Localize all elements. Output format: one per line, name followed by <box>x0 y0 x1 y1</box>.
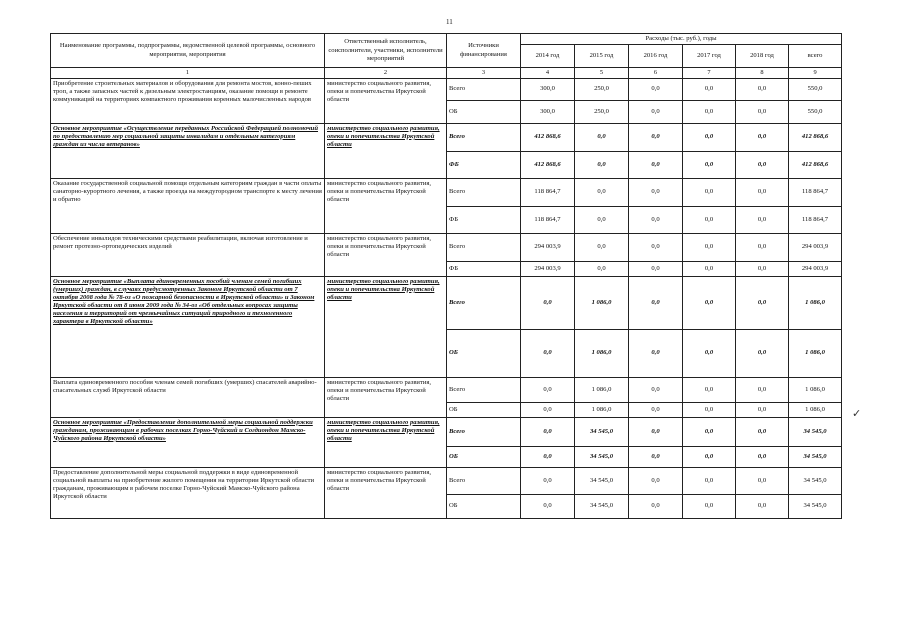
header-row <box>51 34 842 45</box>
amount-year: 0,0 <box>736 417 789 446</box>
amount-year: 0,0 <box>683 446 736 467</box>
header-year: 2017 год <box>683 45 736 68</box>
amount-year: 0,0 <box>683 377 736 402</box>
amount-total: 118 864,7 <box>789 206 842 233</box>
amount-year: 0,0 <box>629 178 683 206</box>
funding-source: ОБ <box>447 100 521 123</box>
amount-year: 34 545,0 <box>575 467 629 494</box>
activity-name: Основное мероприятие «Выплата единовременных пособий членам семей погибших (умерших) граждан, в случаях предусмотренных Законом Иркутской области от 7 октября 2008 года № 78-оз «О пожарной безопасности в Иркутской области» и Законом Иркутской области от 8 июня 2009 года № 34-оз «Об отдельных вопросах защиты населения и территорий от чрезвычайных ситуаций природного и техногенного характера в Иркутской области» <box>51 276 325 377</box>
amount-year: 0,0 <box>575 178 629 206</box>
funding-source: ОБ <box>447 494 521 518</box>
amount-year: 34 545,0 <box>575 446 629 467</box>
header-executor: Ответственный исполнитель, соисполнители, участники, исполнители мероприятий <box>325 34 447 68</box>
amount-year: 1 086,0 <box>575 329 629 377</box>
table-row <box>51 417 842 446</box>
funding-source: Всего <box>447 276 521 329</box>
amount-year: 0,0 <box>683 123 736 151</box>
amount-year: 0,0 <box>629 446 683 467</box>
funding-source: ОБ <box>447 446 521 467</box>
amount-year: 300,0 <box>521 100 575 123</box>
amount-year: 250,0 <box>575 78 629 100</box>
amount-year: 34 545,0 <box>575 494 629 518</box>
column-number: 1 <box>51 68 325 79</box>
amount-year: 0,0 <box>629 233 683 261</box>
amount-year: 0,0 <box>683 494 736 518</box>
amount-year: 294 003,9 <box>521 261 575 276</box>
amount-year: 0,0 <box>683 151 736 178</box>
amount-total: 1 086,0 <box>789 276 842 329</box>
activity-name: Основное мероприятие «Предоставление дополнительной меры социальной поддержки гражданам, проживающим в рабочих поселках Горно-Чуйский и Согдиондон Мамско-Чуйского района Иркутской области» <box>51 417 325 467</box>
amount-total: 412 868,6 <box>789 123 842 151</box>
amount-year: 0,0 <box>521 377 575 402</box>
amount-year: 1 086,0 <box>575 402 629 417</box>
amount-year: 0,0 <box>629 494 683 518</box>
funding-source: Всего <box>447 178 521 206</box>
activity-name: Приобретение строительных материалов и оборудования для ремонта мостов, конно-пеших троп, а также запасных частей к дизельным электростанциям, оказание помощи в ремонте коммуникаций на территориях компактного проживания коренных малочисленных народов <box>51 78 325 123</box>
amount-year: 0,0 <box>736 329 789 377</box>
amount-year: 0,0 <box>683 329 736 377</box>
activity-executor: министерство социального развития, опеки и попечительства Иркутской области <box>325 123 447 178</box>
amount-year: 1 086,0 <box>575 276 629 329</box>
activity-executor: министерство социального развития, опеки и попечительства Иркутской области <box>325 178 447 233</box>
amount-year: 0,0 <box>683 178 736 206</box>
table-row <box>51 276 842 329</box>
table-row <box>51 78 842 100</box>
table-row <box>51 178 842 206</box>
amount-year: 0,0 <box>629 417 683 446</box>
amount-year: 0,0 <box>575 206 629 233</box>
amount-year: 0,0 <box>683 261 736 276</box>
amount-year: 0,0 <box>575 261 629 276</box>
activity-executor: министерство социального развития, опеки и попечительства Иркутской области <box>325 417 447 467</box>
amount-year: 0,0 <box>683 467 736 494</box>
funding-source: Всего <box>447 467 521 494</box>
amount-year: 0,0 <box>521 329 575 377</box>
column-number: 2 <box>325 68 447 79</box>
amount-year: 0,0 <box>629 402 683 417</box>
amount-year: 0,0 <box>683 276 736 329</box>
amount-year: 0,0 <box>736 178 789 206</box>
amount-year: 0,0 <box>736 276 789 329</box>
table-row <box>51 467 842 494</box>
amount-year: 0,0 <box>629 467 683 494</box>
amount-year: 0,0 <box>736 467 789 494</box>
funding-source: Всего <box>447 123 521 151</box>
amount-year: 0,0 <box>683 206 736 233</box>
amount-year: 0,0 <box>736 206 789 233</box>
header-expenses: Расходы (тыс. руб.), годы <box>521 34 842 45</box>
amount-total: 1 086,0 <box>789 377 842 402</box>
amount-year: 0,0 <box>575 151 629 178</box>
handwritten-check-mark: ✓ <box>852 408 862 420</box>
funding-source: Всего <box>447 78 521 100</box>
activity-name: Предоставление дополнительной меры социальной поддержки в виде единовременной социальной выплаты на приобретение жилого помещения на территории Иркутской области гражданам, проживающим в рабочем поселке Горно-Чуйский Мамско-Чуйского района Иркутской области <box>51 467 325 518</box>
amount-year: 0,0 <box>629 377 683 402</box>
amount-year: 0,0 <box>575 123 629 151</box>
amount-total: 1 086,0 <box>789 402 842 417</box>
amount-total: 294 003,9 <box>789 233 842 261</box>
amount-year: 0,0 <box>629 100 683 123</box>
activity-executor: министерство социального развития, опеки и попечительства Иркутской области <box>325 377 447 417</box>
amount-total: 1 086,0 <box>789 329 842 377</box>
amount-year: 0,0 <box>629 78 683 100</box>
amount-year: 0,0 <box>629 276 683 329</box>
budget-table <box>50 33 842 519</box>
activity-executor: министерство социального развития, опеки и попечительства Иркутской области <box>325 467 447 518</box>
amount-year: 300,0 <box>521 78 575 100</box>
activity-executor: министерство социального развития, опеки и попечительства Иркутской области <box>325 276 447 377</box>
column-number: 9 <box>789 68 842 79</box>
amount-year: 0,0 <box>629 151 683 178</box>
amount-year: 0,0 <box>629 329 683 377</box>
amount-year: 250,0 <box>575 100 629 123</box>
column-number: 5 <box>575 68 629 79</box>
amount-year: 0,0 <box>521 276 575 329</box>
amount-year: 0,0 <box>736 377 789 402</box>
amount-year: 0,0 <box>575 233 629 261</box>
header-year: 2015 год <box>575 45 629 68</box>
table-row <box>51 123 842 151</box>
amount-total: 34 545,0 <box>789 417 842 446</box>
header-year: 2016 год <box>629 45 683 68</box>
amount-total: 550,0 <box>789 100 842 123</box>
activity-name: Выплата единовременного пособия членам семей погибших (умерших) спасателей аварийно-спасательных служб Иркутской области <box>51 377 325 417</box>
amount-year: 0,0 <box>736 123 789 151</box>
amount-year: 0,0 <box>683 402 736 417</box>
amount-year: 0,0 <box>521 417 575 446</box>
activity-executor: министерство социального развития, опеки и попечительства Иркутской области <box>325 78 447 123</box>
amount-year: 0,0 <box>521 446 575 467</box>
column-number-row <box>51 68 842 79</box>
page-number: 11 <box>446 18 453 26</box>
funding-source: ОБ <box>447 402 521 417</box>
activity-name: Основное мероприятие «Осуществление переданных Российской Федерацией полномочий по предоставлению мер социальной защиты инвалидам и отдельным категориям граждан из числа ветеранов» <box>51 123 325 178</box>
amount-year: 0,0 <box>683 78 736 100</box>
amount-year: 0,0 <box>683 417 736 446</box>
amount-total: 34 545,0 <box>789 446 842 467</box>
header-year: 2018 год <box>736 45 789 68</box>
column-number: 3 <box>447 68 521 79</box>
amount-total: 34 545,0 <box>789 467 842 494</box>
amount-year: 0,0 <box>629 206 683 233</box>
amount-year: 118 864,7 <box>521 206 575 233</box>
amount-year: 1 086,0 <box>575 377 629 402</box>
table-row <box>51 377 842 402</box>
amount-total: 118 864,7 <box>789 178 842 206</box>
amount-total: 34 545,0 <box>789 494 842 518</box>
amount-year: 0,0 <box>736 151 789 178</box>
funding-source: ФБ <box>447 206 521 233</box>
amount-total: 294 003,9 <box>789 261 842 276</box>
funding-source: ФБ <box>447 151 521 178</box>
amount-year: 412 868,6 <box>521 123 575 151</box>
amount-year: 118 864,7 <box>521 178 575 206</box>
amount-total: 550,0 <box>789 78 842 100</box>
column-number: 8 <box>736 68 789 79</box>
funding-source: Всего <box>447 417 521 446</box>
amount-year: 0,0 <box>736 100 789 123</box>
activity-executor: министерство социального развития, опеки и попечительства Иркутской области <box>325 233 447 276</box>
header-year: всего <box>789 45 842 68</box>
header-source: Источники финансирования <box>447 34 521 68</box>
amount-year: 0,0 <box>736 446 789 467</box>
column-number: 6 <box>629 68 683 79</box>
amount-total: 412 868,6 <box>789 151 842 178</box>
column-number: 7 <box>683 68 736 79</box>
amount-year: 0,0 <box>521 402 575 417</box>
funding-source: Всего <box>447 377 521 402</box>
amount-year: 0,0 <box>736 402 789 417</box>
amount-year: 0,0 <box>736 494 789 518</box>
activity-name: Обеспечение инвалидов техническими средствами реабилитации, включая изготовление и ремонт протезно-ортопедических изделий <box>51 233 325 276</box>
amount-year: 0,0 <box>736 78 789 100</box>
amount-year: 0,0 <box>521 494 575 518</box>
amount-year: 0,0 <box>521 467 575 494</box>
amount-year: 0,0 <box>736 233 789 261</box>
activity-name: Оказание государственной социальной помощи отдельным категориям граждан в части оплаты санаторно-курортного лечения, а также проезда на междугородном транспорте к месту лечения и обратно <box>51 178 325 233</box>
funding-source: Всего <box>447 233 521 261</box>
funding-source: ФБ <box>447 261 521 276</box>
amount-year: 34 545,0 <box>575 417 629 446</box>
header-name: Наименование программы, подпрограммы, ведомственной целевой программы, основного мероприятия, мероприятия <box>51 34 325 68</box>
table-body <box>51 78 842 518</box>
funding-source: ОБ <box>447 329 521 377</box>
column-number: 4 <box>521 68 575 79</box>
amount-year: 0,0 <box>629 261 683 276</box>
amount-year: 412 868,6 <box>521 151 575 178</box>
table-row <box>51 233 842 261</box>
amount-year: 0,0 <box>683 100 736 123</box>
amount-year: 0,0 <box>683 233 736 261</box>
amount-year: 0,0 <box>736 261 789 276</box>
header-year: 2014 год <box>521 45 575 68</box>
amount-year: 294 003,9 <box>521 233 575 261</box>
amount-year: 0,0 <box>629 123 683 151</box>
